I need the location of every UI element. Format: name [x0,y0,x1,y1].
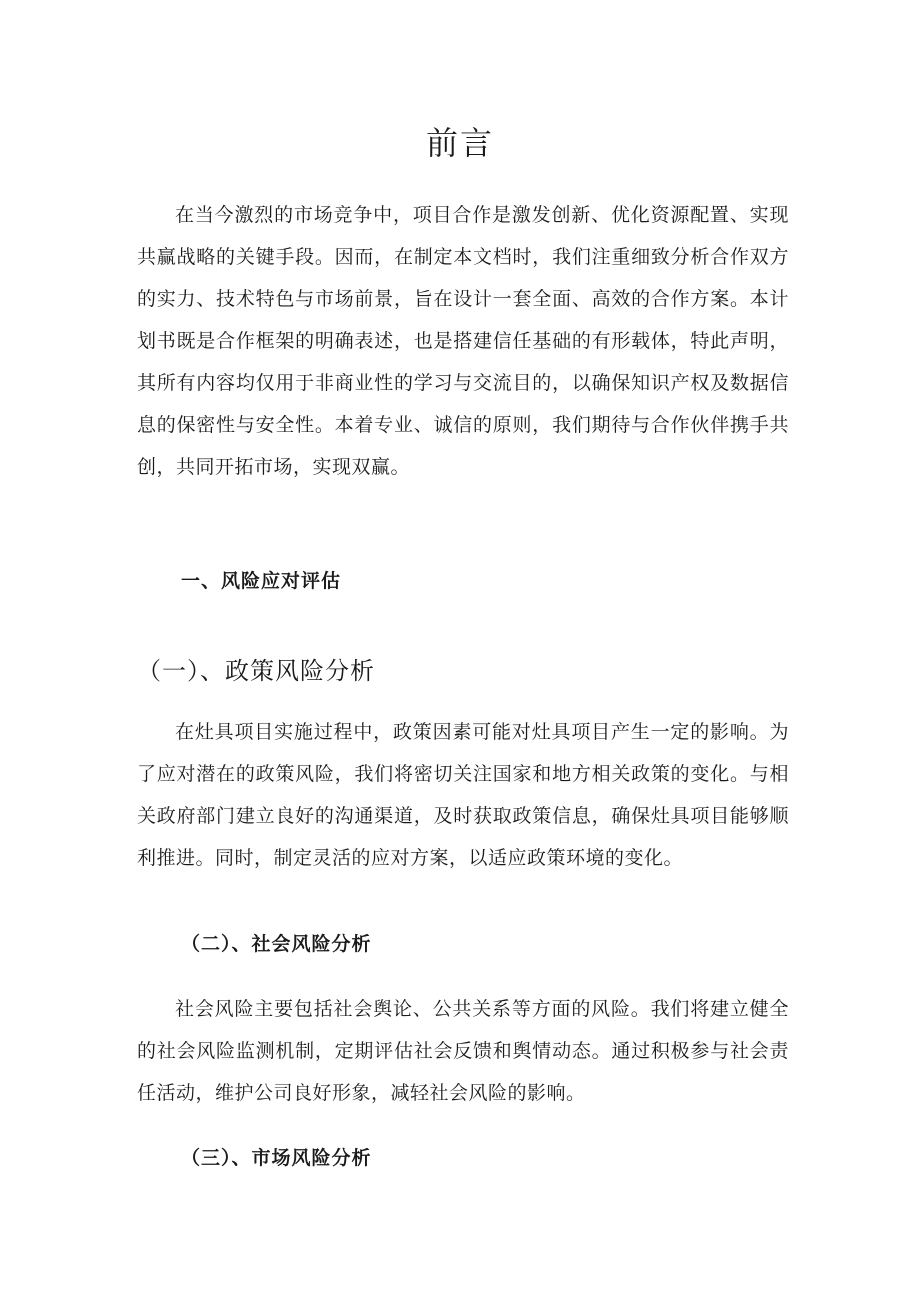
policy-risk-paragraph: 在灶具项目实施过程中，政策因素可能对灶具项目产生一定的影响。为了应对潜在的政策风险，我们将密切关注国家和地方相关政策的变化。与相关政府部门建立良好的沟通渠道，及时获取政策信息，确保灶具项目能够顺利推进。同时，制定灵活的应对方案，以适应政策环境的变化。 [137,721,789,869]
page-title: 前言 [425,124,494,162]
section-heading-risk-assessment: 一、风险应对评估 [181,570,342,592]
subsection-heading-policy-risk: （一）、政策风险分析 [137,657,375,685]
subsection-heading-social-risk: （二）、社会风险分析 [181,933,372,955]
social-risk-paragraph: 社会风险主要包括社会舆论、公共关系等方面的风险。我们将建立健全的社会风险监测机制，定期评估社会反馈和舆情动态。通过积极参与社会责任活动，维护公司良好形象，减轻社会风险的影响。 [137,998,789,1104]
preface-paragraph: 在当今激烈的市场竞争中，项目合作是激发创新、优化资源配置、实现共赢战略的关键手段。因而，在制定本文档时，我们注重细致分析合作双方的实力、技术特色与市场前景，旨在设计一套全面、高效的合作方案。本计划书既是合作框架的明确表述，也是搭建信任基础的有形载体，特此声明，其所有内容均仅用于非商业性的学习与交流目的，以确保知识产权及数据信息的保密性与安全性。本着专业、诚信的原则，我们期待与合作伙伴携手共创，共同开拓市场，实现双赢。 [137,204,789,478]
subsection-heading-market-risk: （三）、市场风险分析 [181,1147,372,1169]
